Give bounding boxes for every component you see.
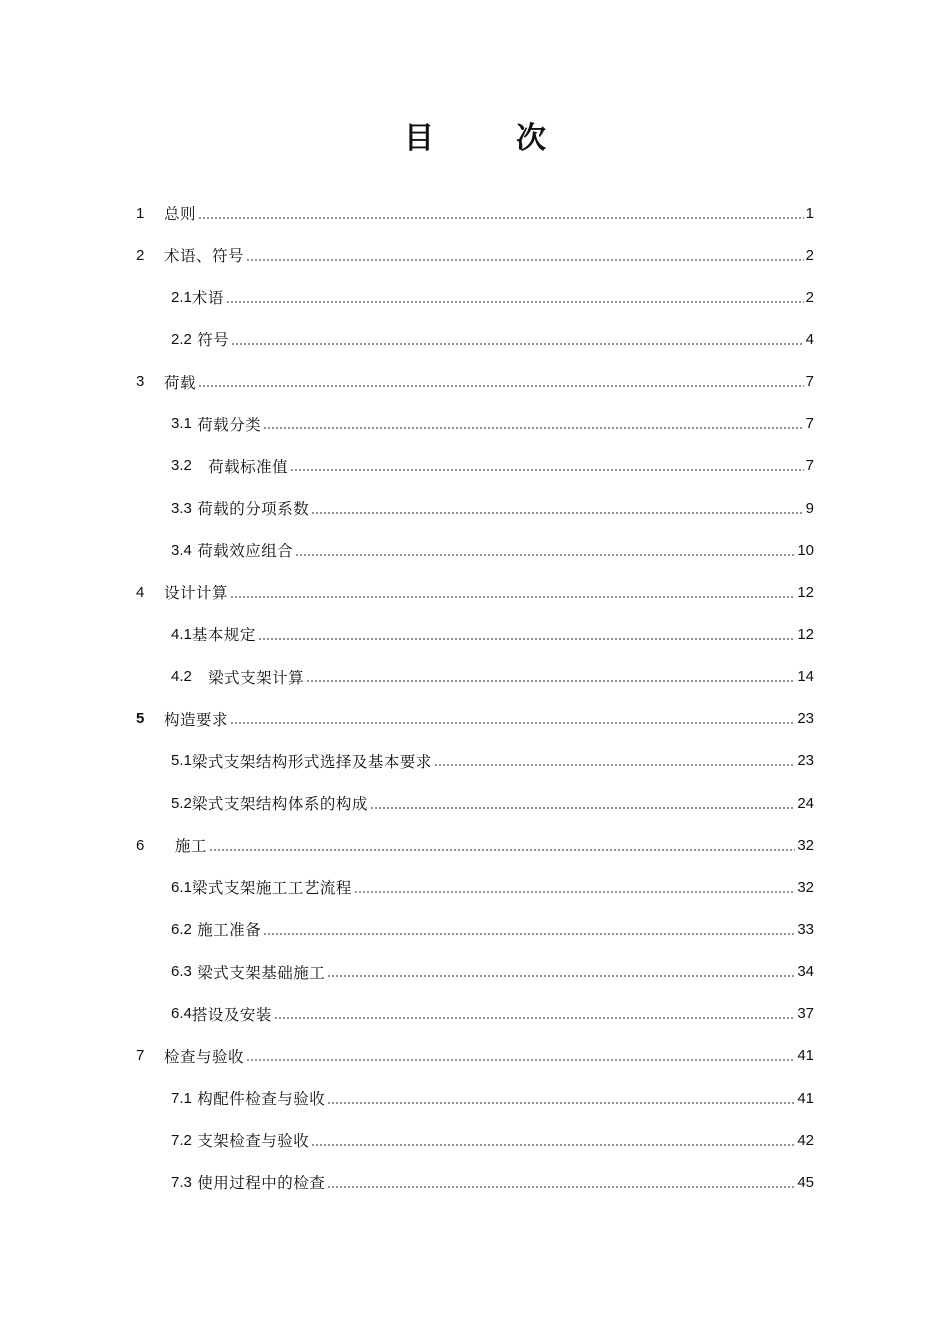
toc-entry-title: 梁式支架结构形式选择及基本要求	[191, 752, 432, 771]
toc-page-number: 33	[797, 920, 814, 938]
toc-entry-title: 梁式支架基础施工	[191, 963, 326, 982]
toc-entry-number: 2.1	[171, 288, 192, 306]
toc-entry[interactable]	[0, 234, 950, 276]
toc-entry[interactable]	[0, 951, 950, 993]
toc-entry-title: 荷载	[164, 373, 197, 392]
toc-entry-title: 施工准备	[191, 921, 262, 940]
toc-leader-dots	[306, 680, 795, 683]
toc-page-number: 34	[797, 963, 814, 981]
toc-entry-number: 6.3	[171, 963, 192, 981]
toc-page-number: 23	[797, 752, 814, 770]
toc-entry[interactable]	[0, 993, 950, 1035]
toc-entry-number: 7.1	[171, 1089, 192, 1107]
toc-page-number: 7	[805, 457, 814, 475]
toc-entry-title: 设计计算	[164, 584, 229, 603]
toc-entry-title: 使用过程中的检查	[191, 1174, 326, 1193]
toc-entry[interactable]	[0, 318, 950, 360]
toc-leader-dots	[295, 553, 795, 556]
toc-entry-title: 构造要求	[164, 710, 229, 729]
toc-entry[interactable]	[0, 782, 950, 824]
toc-page-number: 2	[805, 246, 814, 264]
toc-page-number: 7	[805, 373, 814, 391]
toc-page-number: 14	[797, 668, 814, 686]
toc-entry-title: 基本规定	[191, 626, 256, 645]
toc-leader-dots	[230, 722, 795, 725]
toc-leader-dots	[274, 1017, 795, 1020]
toc-leader-dots	[258, 637, 795, 640]
toc-page-number: 41	[797, 1047, 814, 1065]
toc-entry-title: 支架检查与验收	[191, 1132, 310, 1151]
toc-entry-number: 2.2	[171, 330, 192, 348]
toc-entry-number: 6.4	[171, 1005, 192, 1023]
toc-leader-dots	[231, 342, 803, 345]
toc-entry[interactable]	[0, 656, 950, 698]
toc-entry[interactable]	[0, 276, 950, 318]
toc-entry[interactable]	[0, 571, 950, 613]
toc-entry[interactable]	[0, 361, 950, 403]
toc-entry[interactable]	[0, 698, 950, 740]
toc-entry-title: 荷载效应组合	[191, 542, 294, 561]
toc-entry-title: 搭设及安装	[191, 1005, 272, 1024]
toc-page-number: 41	[797, 1089, 814, 1107]
toc-entry-title: 符号	[191, 331, 230, 350]
toc-leader-dots	[327, 975, 795, 978]
toc-entry[interactable]	[0, 1119, 950, 1161]
toc-page-number: 32	[797, 878, 814, 896]
table-of-contents	[0, 192, 950, 1203]
toc-leader-dots	[209, 848, 795, 851]
toc-entry-number: 6.2	[171, 920, 192, 938]
toc-page-number: 4	[805, 330, 814, 348]
toc-entry-title: 检查与验收	[164, 1047, 245, 1066]
page-title: 目 次	[404, 121, 572, 156]
toc-leader-dots	[226, 300, 804, 303]
toc-entry-title: 梁式支架施工工艺流程	[191, 879, 352, 898]
toc-leader-dots	[354, 890, 795, 893]
toc-entry-title: 荷载分类	[191, 415, 262, 434]
toc-page-number: 23	[797, 710, 814, 728]
toc-entry[interactable]	[0, 613, 950, 655]
toc-leader-dots	[263, 932, 795, 935]
toc-leader-dots	[370, 806, 795, 809]
toc-entry-number: 7.3	[171, 1173, 192, 1191]
toc-entry-title: 荷载的分项系数	[191, 500, 310, 519]
toc-entry-number: 2	[136, 246, 145, 264]
toc-entry-title: 术语、符号	[164, 247, 245, 266]
toc-page-number: 9	[805, 499, 814, 517]
toc-leader-dots	[290, 469, 804, 472]
toc-page-number: 12	[797, 625, 814, 643]
toc-entry-number: 5.2	[171, 794, 192, 812]
toc-page-number: 37	[797, 1005, 814, 1023]
toc-entry[interactable]	[0, 824, 950, 866]
toc-page-number: 12	[797, 583, 814, 601]
toc-entry-title: 构配件检查与验收	[191, 1090, 326, 1109]
toc-entry-number: 3	[136, 373, 145, 391]
toc-leader-dots	[327, 1101, 795, 1104]
toc-entry-number: 7.2	[171, 1131, 192, 1149]
toc-leader-dots	[263, 427, 803, 430]
toc-entry[interactable]	[0, 192, 950, 234]
toc-entry-number: 4.2	[171, 668, 192, 686]
toc-leader-dots	[198, 385, 804, 388]
toc-entry-number: 4.1	[171, 625, 192, 643]
toc-entry-title: 梁式支架结构体系的构成	[191, 795, 368, 814]
toc-entry-number: 6	[136, 836, 145, 854]
toc-entry-title: 荷载标准值	[191, 457, 289, 476]
toc-page-number: 1	[805, 204, 814, 222]
toc-page-number: 42	[797, 1131, 814, 1149]
toc-page-number: 2	[805, 288, 814, 306]
toc-entry[interactable]	[0, 487, 950, 529]
toc-leader-dots	[311, 1143, 795, 1146]
toc-entry[interactable]	[0, 866, 950, 908]
toc-entry[interactable]	[0, 1077, 950, 1119]
toc-entry-number: 6.1	[171, 878, 192, 896]
toc-entry-title: 梁式支架计算	[191, 668, 305, 687]
toc-page-number: 7	[805, 415, 814, 433]
toc-leader-dots	[246, 1059, 795, 1062]
toc-entry-number: 3.1	[171, 415, 192, 433]
toc-entry-number: 4	[136, 583, 145, 601]
toc-entry-number: 3.4	[171, 541, 192, 559]
toc-entry[interactable]	[0, 445, 950, 487]
toc-entry-title: 施工	[164, 837, 207, 856]
toc-entry[interactable]	[0, 1035, 950, 1077]
toc-entry-number: 7	[136, 1047, 145, 1065]
toc-leader-dots	[434, 764, 795, 767]
toc-entry-number: 5	[136, 710, 145, 728]
toc-page-number: 24	[797, 794, 814, 812]
toc-leader-dots	[311, 511, 803, 514]
toc-leader-dots	[230, 595, 795, 598]
toc-entry[interactable]	[0, 529, 950, 571]
toc-entry-number: 5.1	[171, 752, 192, 770]
toc-entry-number: 3.2	[171, 457, 192, 475]
toc-entry-number: 1	[136, 204, 145, 222]
toc-page-number: 10	[797, 541, 814, 559]
toc-leader-dots	[198, 216, 804, 219]
toc-entry[interactable]	[0, 908, 950, 950]
toc-entry[interactable]	[0, 740, 950, 782]
toc-leader-dots	[246, 258, 804, 261]
toc-entry[interactable]	[0, 1161, 950, 1203]
toc-page-number: 32	[797, 836, 814, 854]
toc-entry[interactable]	[0, 403, 950, 445]
toc-page-number: 45	[797, 1173, 814, 1191]
toc-leader-dots	[327, 1185, 795, 1188]
toc-entry-title: 术语	[191, 289, 224, 308]
toc-entry-number: 3.3	[171, 499, 192, 517]
toc-entry-title: 总则	[164, 205, 197, 224]
